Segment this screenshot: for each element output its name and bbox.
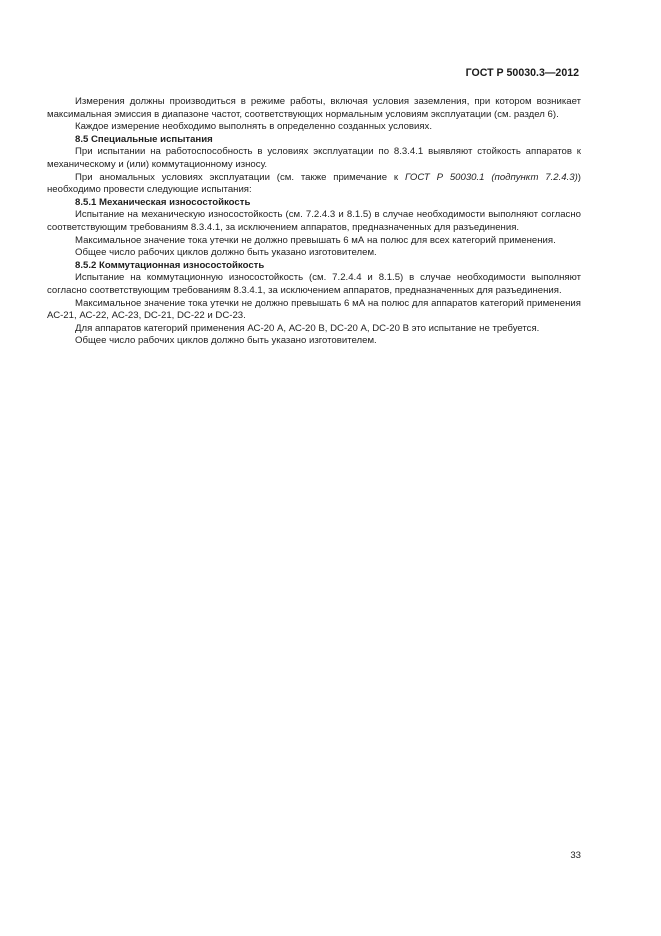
document-body	[47, 96, 581, 348]
paragraph-text: При аномальных условиях эксплуатации (см. также примечание к	[75, 171, 405, 183]
paragraph: Испытание на механическую износостойкость (см. 7.2.4.3 и 8.1.5) в случае необходимости выполняют согласно соответствующим требованиям 8.3.4.1, за исключением аппаратов, предназначенных для разъединения.	[47, 209, 581, 233]
paragraph	[47, 172, 581, 197]
paragraph-text: ) необходимо провести следующие испытания:	[47, 171, 581, 196]
section-heading-8-5-2: 8.5.2 Коммутационная износостойкость	[75, 259, 265, 271]
paragraph: Измерения должны производиться в режиме работы, включая условия заземления, при котором возникает максимальная эмиссия в диапазоне частот, соответствующих нормальным условиям эксплуатации (см. раздел 6).	[47, 96, 581, 120]
paragraph: Для аппаратов категорий применения АС-20 А, АС-20 В, DC-20 А, DC-20 В это испытание не требуется.	[75, 322, 540, 334]
standard-reference: ГОСТ Р 50030.1 (подпункт 7.2.4.3)	[404, 171, 578, 183]
paragraph: Максимальное значение тока утечки не должно превышать 6 мА на полюс для аппаратов категорий применения АС-21, АС-22, АС-23, DC-21, DC-22 и DC-23.	[47, 297, 581, 322]
document-header: ГОСТ Р 50030.3—2012	[465, 67, 579, 79]
page-number: 33	[570, 850, 581, 861]
paragraph: Общее число рабочих циклов должно быть указано изготовителем.	[75, 247, 377, 259]
section-heading-8-5-1: 8.5.1 Механическая износостойкость	[75, 196, 251, 208]
paragraph: Максимальное значение тока утечки не должно превышать 6 мА на полюс для всех категорий применения.	[75, 234, 556, 246]
paragraph: Испытание на коммутационную износостойкость (см. 7.2.4.4 и 8.1.5) в случае необходимости выполняют согласно соответствующим требованиям 8.3.4.1, за исключением аппаратов, предназначенных для разъединения.	[47, 272, 581, 296]
section-heading-8-5: 8.5 Специальные испытания	[75, 133, 213, 145]
paragraph: Общее число рабочих циклов должно быть указано изготовителем.	[75, 335, 377, 347]
paragraph: При испытании на работоспособность в условиях эксплуатации по 8.3.4.1 выявляют стойкость аппаратов к механическому и (или) коммутационному износу.	[47, 146, 581, 170]
paragraph: Каждое измерение необходимо выполнять в определенно созданных условиях.	[75, 121, 433, 133]
